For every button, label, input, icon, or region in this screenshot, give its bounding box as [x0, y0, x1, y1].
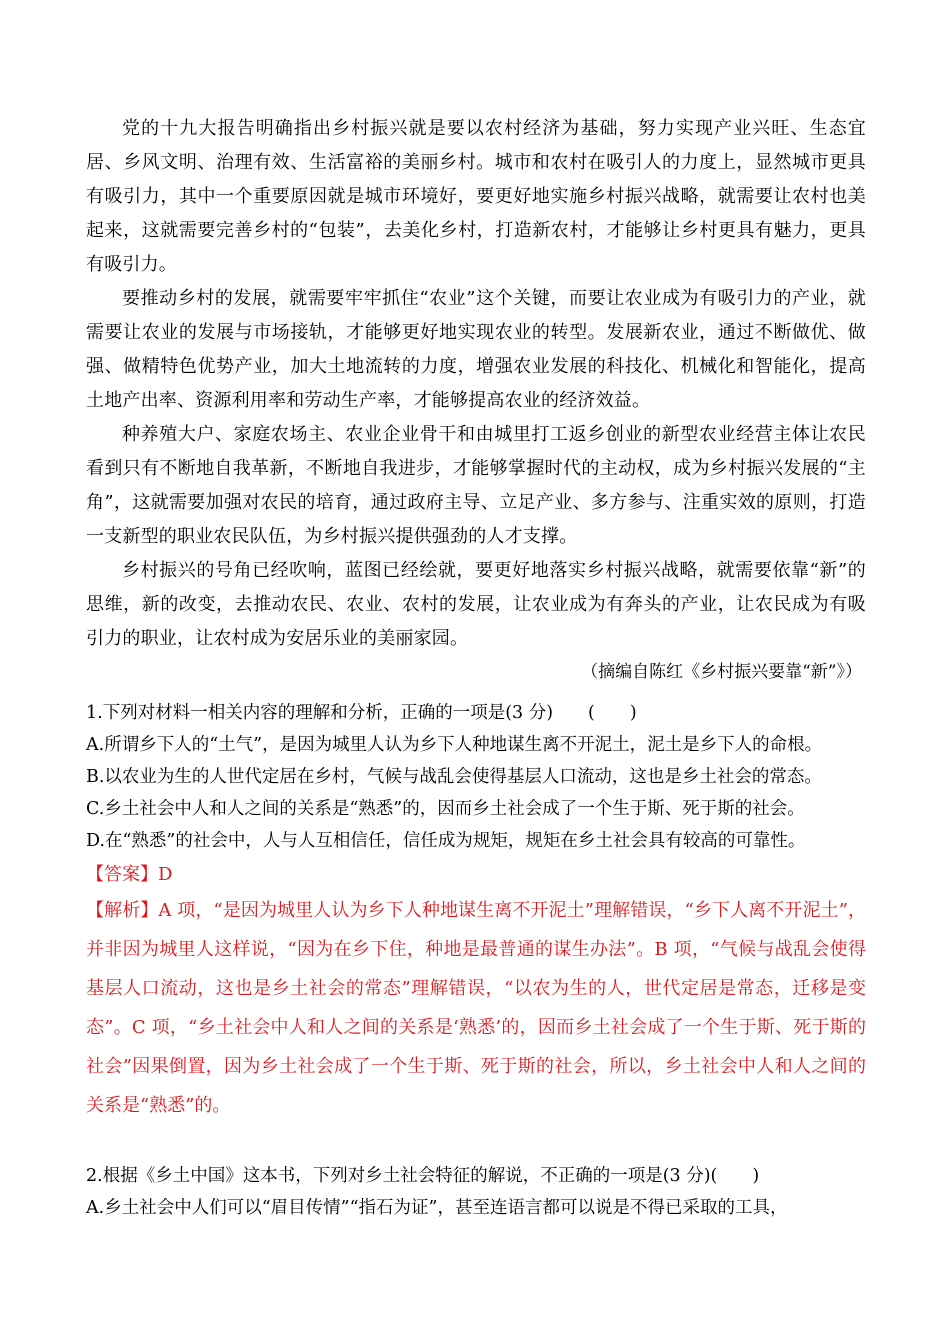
passage-source: （摘编自陈红《乡村振兴要靠“新”》） — [581, 662, 862, 682]
passage-paragraph: 党的十九大报告明确指出乡村振兴就是要以农村经济为基础，努力实现产业兴旺、生态宜居、乡风文明、治理有效、生活富裕的美丽乡村。城市和农村在吸引人的力度上，显然城市更具有吸引力，其中一个重要原因就是城市环境好，要更好地实施乡村振兴战略，就需要让农村也美起来，这就需要完善乡村的“包装”，去美化乡村，打造新农村，才能够让乡村更具有魅力，更具有吸引力。 — [86, 118, 866, 275]
reading-passage — [86, 112, 866, 688]
analysis-text: 【解析】A 项，“是因为城里人认为乡下人种地谋生离不开泥土”理解错误，“乡下人离不开泥土”，并非因为城里人这样说，“因为在乡下住，种地是最普通的谋生办法”。B 项，“气候与战乱会使得基层人口流动，这也是乡土社会的常态”理解错误，“以农为生的人，世代定居是常态，迁移是变态”。C 项，“乡土社会中人和人之间的关系是‘熟悉’的，因而乡土社会成了一个生于斯、死于斯的社会”因果倒置，因为乡土社会成了一个生于斯、死于斯的社会，所以，乡土社会中人和人之间的关系是“熟悉”的。 — [86, 900, 866, 1116]
question-stem: 2.根据《乡土中国》这本书，下列对乡土社会特征的解说，不正确的一项是(3 分)( ) — [86, 1166, 760, 1186]
passage-paragraph: 种养殖大户、家庭农场主、农业企业骨干和由城里打工返乡创业的新型农业经营主体让农民看到只有不断地自我革新，不断地自我进步，才能够掌握时代的主动权，成为乡村振兴发展的“主角”，这就需要加强对农民的培育，通过政府主导、立足产业、多方参与、注重实效的原则，打造一支新型的职业农民队伍，为乡村振兴提供强劲的人才支撑。 — [86, 424, 866, 547]
option-d: D.在“熟悉”的社会中，人与人互相信任，信任成为规矩，规矩在乡土社会具有较高的可靠性。 — [86, 831, 806, 851]
question-2 — [86, 1160, 876, 1224]
option-c: C.乡土社会中人和人之间的关系是“熟悉”的，因而乡土社会成了一个生于斯、死于斯的社会。 — [86, 799, 805, 819]
question-stem: 1.下列对材料一相关内容的理解和分析，正确的一项是(3 分) ( ) — [86, 703, 637, 723]
passage-paragraph: 乡村振兴的号角已经吹响，蓝图已经绘就，要更好地落实乡村振兴战略，就需要依靠“新”的思维，新的改变，去推动农民、农业、农村的发展，让农业成为有奔头的产业，让农民成为有吸引力的职业，让农村成为安居乐业的美丽家园。 — [86, 560, 866, 649]
answer-label: 【答案】D — [86, 864, 173, 885]
question-1 — [86, 697, 876, 1125]
option-a: A.所谓乡下人的“土气”，是因为城里人认为乡下人种地谋生离不开泥土，泥土是乡下人的命根。 — [86, 735, 823, 755]
option-a: A.乡土社会中人们可以“眉目传情”“指石为证”，甚至连语言都可以说是不得已采取的工具， — [86, 1198, 788, 1218]
passage-paragraph: 要推动乡村的发展，就需要牢牢抓住“农业”这个关键，而要让农业成为有吸引力的产业，就需要让农业的发展与市场接轨，才能够更好地实现农业的转型。发展新农业，通过不断做优、做强、做精特色优势产业，加大土地流转的力度，增强农业发展的科技化、机械化和智能化，提高土地产出率、资源利用率和劳动生产率，才能够提高农业的经济效益。 — [86, 288, 866, 411]
option-b: B.以农业为生的人世代定居在乡村，气候与战乱会使得基层人口流动，这也是乡土社会的常态。 — [86, 767, 822, 787]
